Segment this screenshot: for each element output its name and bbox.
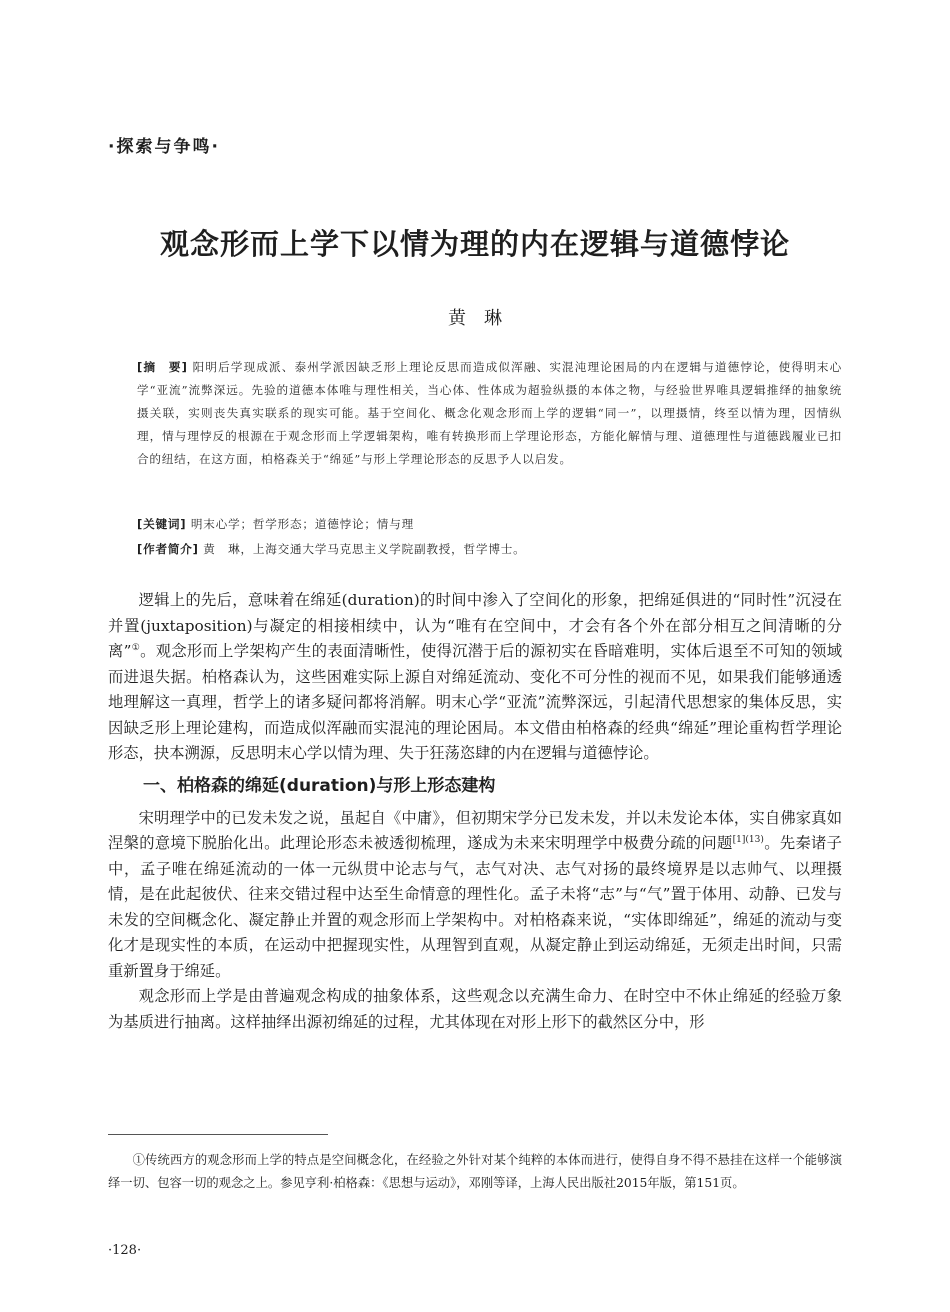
abstract-label: [摘 要]	[137, 360, 188, 374]
keywords-label: [关键词]	[137, 517, 187, 531]
keywords-text: 明末心学；哲学形态；道德悖论；情与理	[190, 517, 414, 531]
footnote-marker[interactable]: ①	[131, 642, 141, 653]
article-body	[108, 588, 842, 1035]
footnote: ①传统西方的观念形而上学的特点是空间概念化，在经验之外针对某个纯粹的本体而进行，使得自身不得不悬挂在这样一个能够演绎一切、包容一切的观念之上。参见亨利·柏格森：《思想与运动》，邓刚等译，上海人民出版社2015年版，第151页。	[108, 1153, 842, 1190]
abstract-text: 阳明后学现成派、泰州学派因缺乏形上理论反思而造成似浑融、实混沌理论困局的内在逻辑与道德悖论，使得明末心学“亚流”流弊深远。先验的道德本体唯与理性相关，当心体、性体成为超验纵摄的本体之物，与经验世界唯具逻辑推绎的抽象统摄关联，实则丧失真实联系的现实可能。基于空间化、概念化观念形而上学的逻辑“同一”，以理摄情，终至以情为理，因情纵理，情与理悖反的根源在于观念形而上学逻辑架构，唯有转换形而上学理论形态，方能化解情与理、道德理性与道德践履业已扣合的纽结，在这方面，柏格森关于“绵延”与形上学理论形态的反思予人以启发。	[137, 360, 842, 466]
section-heading: 一、柏格森的绵延(duration)与形上形态建构	[143, 775, 496, 796]
author-info	[137, 538, 842, 561]
body-paragraph: 宋明理学中的已发未发之说，虽起自《中庸》，但初期宋学分已发未发，并以未发论本体，实自佛家真如涅槃的意境下脱胎化出。此理论形态未被透彻梳理，遂成为未来宋明理学中极费分疏的问题$^{[1](13)}$。先秦诸子中，孟子唯在绵延流动的一体一元纵贯中论志与气，志气对决、志气对扬的最终境界是以志帅气、以理摄情，是在此起彼伏、往来交错过程中达至生命情意的理性化。孟子未将“志”与“气”置于体用、动静、已发与未发的空间概念化、凝定静止并置的观念形而上学架构中。对柏格森来说，“实体即绵延”，绵延的流动与变化才是现实性的本质，在运动中把握现实性，从理智到直观，从凝定静止到运动绵延，无须走出时间，只需重新置身于绵延。	[108, 808, 842, 980]
keywords	[137, 513, 842, 536]
author-info-label: [作者简介]	[137, 542, 199, 556]
citation-ref[interactable]: [1](13)	[732, 834, 764, 845]
body-paragraph: 观念形而上学是由普遍观念构成的抽象体系，这些观念以充满生命力、在时空中不休止绵延的经验万象为基质进行抽离。这样抽绎出源初绵延的过程，尤其体现在对形上形下的截然区分中，形	[108, 987, 842, 1031]
footnote-divider	[108, 1134, 328, 1135]
page-number: ·128·	[108, 1243, 142, 1258]
abstract	[137, 356, 842, 471]
author-info-text: 黄 琳，上海交通大学马克思主义学院副教授，哲学博士。	[203, 542, 526, 556]
article-title: 观念形而上学下以情为理的内在逻辑与道德悖论	[159, 227, 790, 261]
column-tag: ·探索与争鸣·	[108, 137, 220, 157]
body-paragraph: 逻辑上的先后，意味着在绵延(duration)的时间中渗入了空间化的形象，把绵延俱进的“同时性”沉浸在并置(juxtaposition)与凝定的相接相续中，认为“唯有在空间中，才会有各个外在部分相互之间清晰的分离”①。观念形而上学架构产生的表面清晰性，使得沉潜于后的源初实在昏暗难明，实体后退至不可知的领域而进退失据。柏格森认为，这些困难实际上源自对绵延流动、变化不可分性的视而不见，如果我们能够通透地理解这一真理，哲学上的诸多疑问都将消解。明末心学“亚流”流弊深远，引起清代思想家的集体反思，实因缺乏形上理论建构，而造成似浑融而实混沌的理论困局。本文借由柏格森的经典“绵延”理论重构哲学理论形态，抉本溯源，反思明末心学以情为理、失于狂荡恣肆的内在逻辑与道德悖论。	[108, 591, 842, 762]
author-name: 黄 琳	[448, 308, 502, 329]
